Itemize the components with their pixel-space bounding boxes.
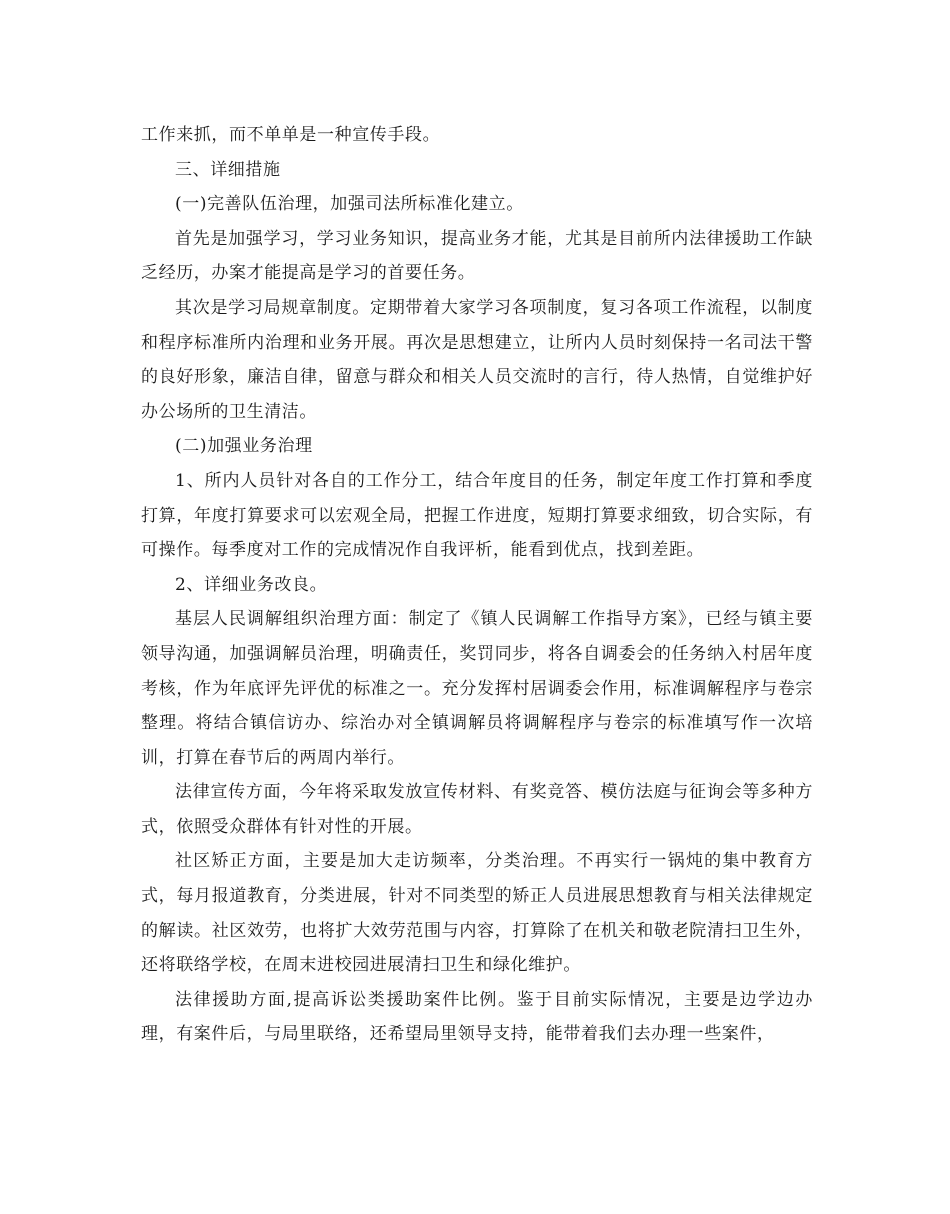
paragraph-legal-publicity: 法律宣传方面，今年将采取发放宣传材料、有奖竞答、模仿法庭与征询会等多种方式，依照受众群体有针对性的开展。 [141, 782, 813, 837]
section-heading-measures: 三、详细措施 [175, 159, 281, 180]
paragraph-continuation: 工作来抓，而不单单是一种宣传手段。 [141, 125, 441, 145]
paragraph-mediation: 基层人民调解组织治理方面：制定了《镇人民调解工作指导方案》，已经与镇主要领导沟通，加强调解员治理，明确责任，奖罚同步，将各自调委会的任务纳入村居年度考核，作为年底评先评优的标准之一。充分发挥村居调委会作用，标准调解程序与卷宗整理。将结合镇信访办、综治办对全镇调解员将调解程序与卷宗的标准填写作一次培训，打算在春节后的两周内举行。 [141, 609, 813, 768]
paragraph-regulations: 其次是学习局规章制度。定期带着大家学习各项制度，复习各项工作流程，以制度和程序标准所内治理和业务开展。再次是思想建立，让所内人员时刻保持一名司法干警的良好形象，廉洁自律，留意与群众和相关人员交流时的言行，待人热情，自觉维护好办公场所的卫生清洁。 [141, 297, 813, 422]
subsection-heading-team-management: (一)完善队伍治理，加强司法所标准化建立。 [175, 194, 524, 215]
paragraph-study: 首先是加强学习，学习业务知识，提高业务才能，尤其是目前所内法律援助工作缺乏经历，办案才能提高是学习的首要任务。 [141, 228, 813, 284]
paragraph-item-2: 2、详细业务改良。 [175, 574, 328, 595]
paragraph-community-correction: 社区矫正方面，主要是加大走访频率，分类治理。不再实行一锅炖的集中教育方式，每月报道教育，分类进展，针对不同类型的矫正人员进展思想教育与相关法律规定的解读。社区效劳，也将扩大效劳范围与内容，打算除了在机关和敬老院清扫卫生外，还将联络学校，在周末进校园进展清扫卫生和绿化维护。 [141, 851, 813, 976]
paragraph-item-1: 1、所内人员针对各自的工作分工，结合年度目的任务，制定年度工作打算和季度打算，年度打算要求可以宏观全局，把握工作进度，短期打算要求细致，切合实际，有可操作。每季度对工作的完成情况作自我评析，能看到优点，找到差距。 [141, 470, 813, 561]
document-body [141, 118, 813, 1052]
subsection-heading-business-management: (二)加强业务治理 [175, 436, 313, 457]
paragraph-legal-aid: 法律援助方面,提高诉讼类援助案件比例。鉴于目前实际情况，主要是边学边办理，有案件后，与局里联络，还希望局里领导支持，能带着我们去办理一些案件， [141, 989, 813, 1045]
